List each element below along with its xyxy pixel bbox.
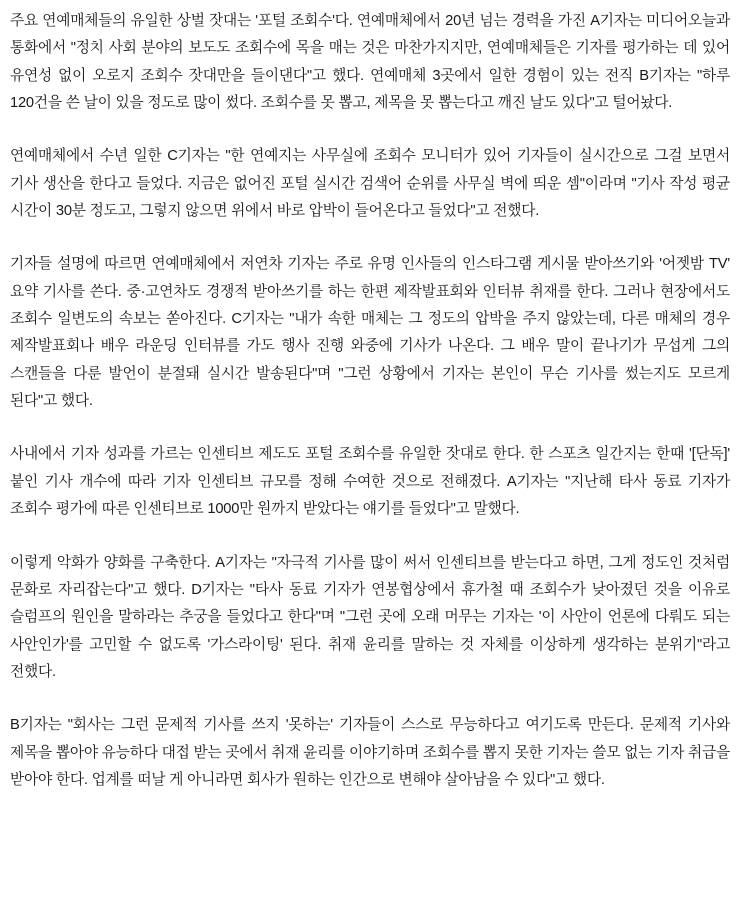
article-paragraph: 이렇게 악화가 양화를 구축한다. A기자는 "자극적 기사를 많이 써서 인센티브를 받는다고 하면, 그게 정도인 것처럼 문화로 자리잡는다"고 했다. D기자는 "타사 동료 기자가 연봉협상에서 휴가철 때 조회수가 낮아졌던 것을 이유로 슬럼프의 원인을 말하라는 추궁을 들었다고 한다"며 "그런 곳에 오래 머무는 기자는 '이 사안이 언론에 다뤄도 되는 사안인가'를 고민할 수 없도록 '가스라이팅' 된다. 취재 윤리를 말하는 것 자체를 이상하게 생각하는 분위기"라고 전했다.	[10, 554, 730, 680]
article-paragraph: 주요 연예매체들의 유일한 상벌 잣대는 '포털 조회수'다. 연예매체에서 20년 넘는 경력을 가진 A기자는 미디어오늘과 통화에서 "정치 사회 분야의 보도도 조회수에 목을 매는 것은 마찬가지지만, 연예매체들은 기자를 평가하는 데 있어 유연성 없이 오로지 조회수 잣대만을 들이댄다"고 했다. 연예매체 3곳에서 일한 경험이 있는 전직 B기자는 "하루 120건을 쓴 날이 있을 정도로 많이 썼다. 조회수를 못 뽑고, 제목을 못 뽑는다고 깨진 날도 있다"고 털어놨다.	[10, 13, 730, 112]
article-paragraph: B기자는 "회사는 그런 문제적 기사를 쓰지 '못하는' 기자들이 스스로 무능하다고 여기도록 만든다. 문제적 기사와 제목을 뽑아야 유능하다 대접 받는 곳에서 취재 윤리를 이야기하며 조회수를 뽑지 못한 기자는 쓸모 없는 기자 취급을 받아야 한다. 업계를 떠날 게 아니라면 회사가 원하는 인간으로 변해야 살아남을 수 있다"고 했다.	[10, 717, 730, 788]
article-paragraph: 연예매체에서 수년 일한 C기자는 "한 연예지는 사무실에 조회수 모니터가 있어 기자들이 실시간으로 그걸 보면서 기사 생산을 한다고 들었다. 지금은 없어진 포털 실시간 검색어 순위를 사무실 벽에 띄운 셈"이라며 "기사 작성 평균 시간이 30분 정도고, 그렇지 않으면 위에서 바로 압박이 들어온다고 들었다"고 전했다.	[10, 148, 730, 220]
article-paragraph: 기자들 설명에 따르면 연예매체에서 저연차 기자는 주로 유명 인사들의 인스타그램 게시물 받아쓰기와 '어젯밤 TV' 요약 기사를 쓴다. 중·고연차도 경쟁적 받아쓰기를 하는 한편 제작발표회와 인터뷰 취재를 한다. 그러나 현장에서도 조회수 일변도의 속보는 쏟아진다. C기자는 "내가 속한 매체는 그 정도의 압박을 주지 않았는데, 다른 매체의 경우 제작발표회나 배우 라운딩 인터뷰를 가도 행사 진행 와중에 기사가 나온다. 그 배우 말이 끝나기가 무섭게 그의 스캔들을 다룬 발언이 분절돼 실시간 발송된다"며 "그런 상황에서 기자는 본인이 무슨 기사를 썼는지도 모르게 된다"고 했다.	[10, 256, 730, 410]
article-paragraph: 사내에서 기자 성과를 가르는 인센티브 제도도 포털 조회수를 유일한 잣대로 한다. 한 스포츠 일간지는 한때 '[단독]' 붙인 기사 개수에 따라 기자 인센티브 규모를 정해 수여한 것으로 전해졌다. A기자는 "지난해 타사 동료 기자가 조회수 평가에 따른 인센티브로 1000만 원까지 받았다는 얘기를 들었다"고 말했다.	[10, 446, 730, 518]
